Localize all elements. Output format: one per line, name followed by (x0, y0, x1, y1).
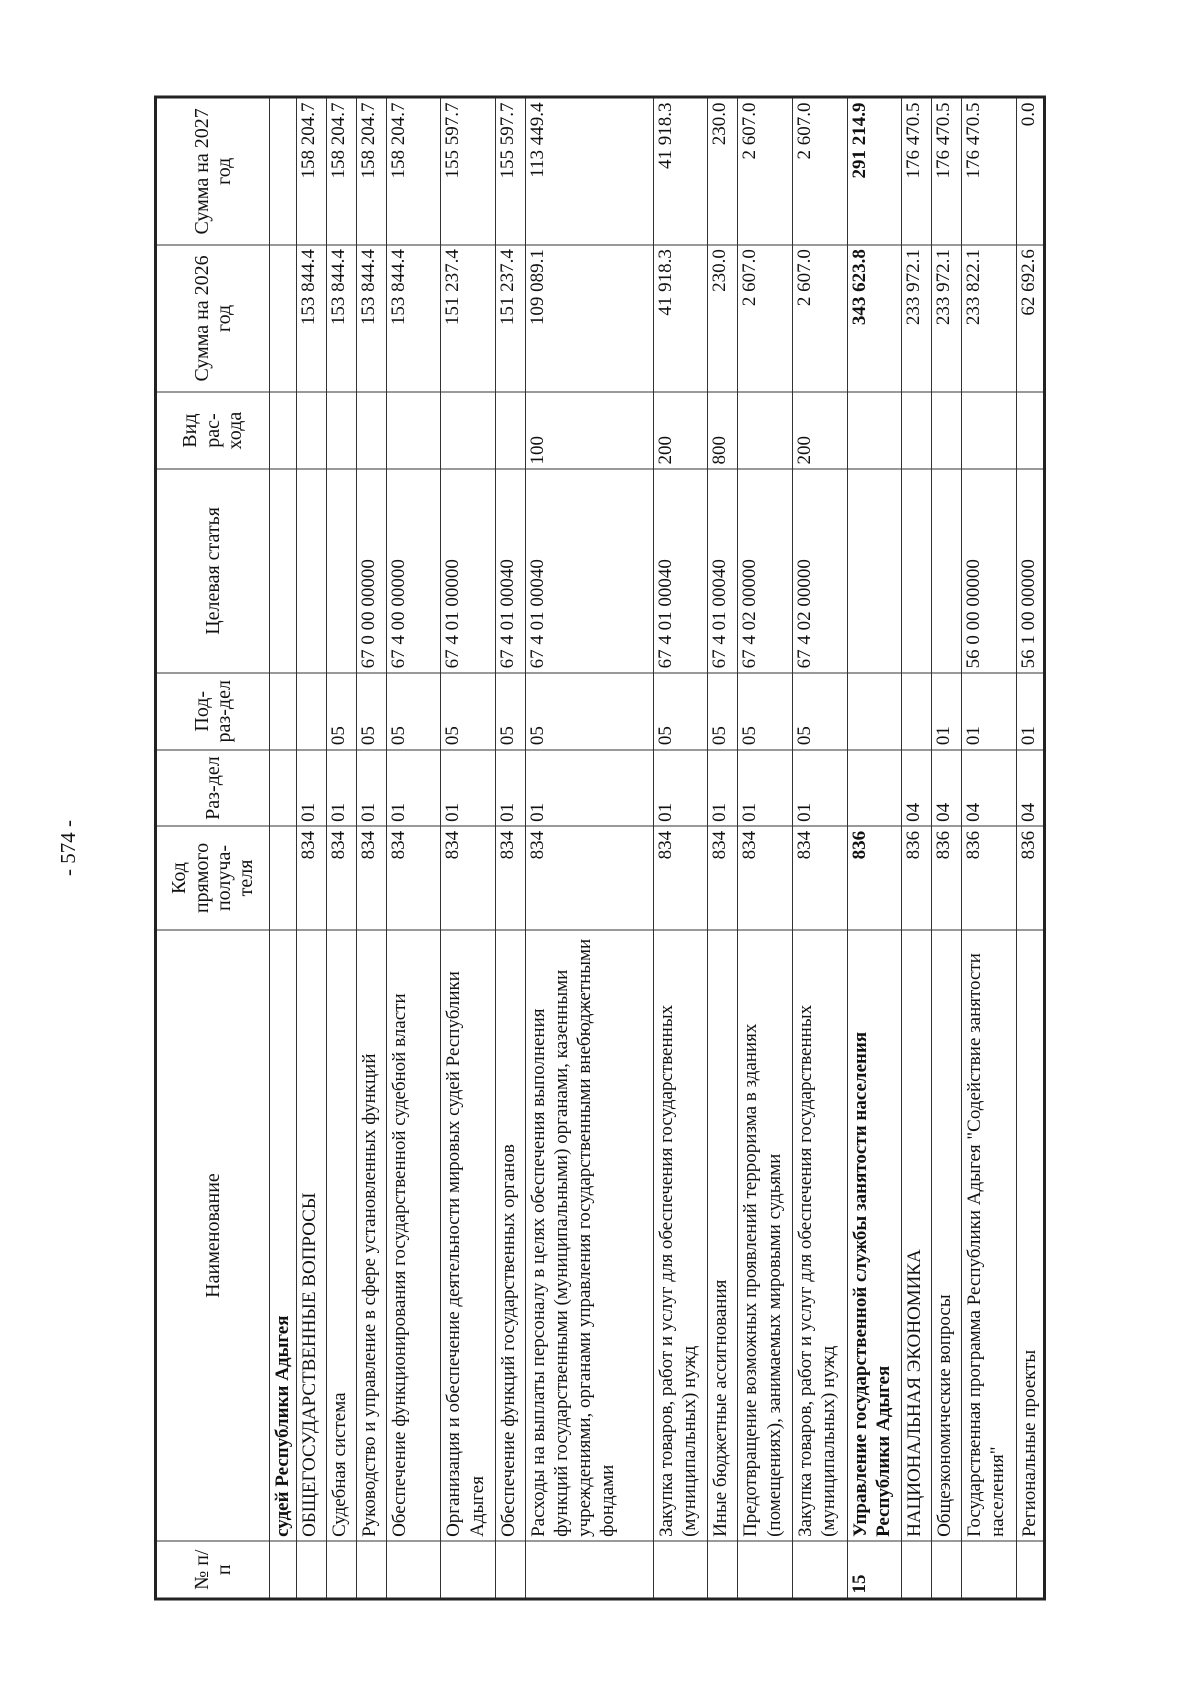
row-target-article (902, 469, 932, 673)
table-row (525, 97, 653, 1599)
row-target-article: 67 4 01 00040 (708, 469, 738, 673)
row-sum-2027 (270, 97, 297, 245)
row-section: 01 (525, 750, 653, 827)
row-sum-2027: 158 204.7 (296, 97, 326, 245)
row-target-article: 67 4 02 00000 (793, 469, 848, 673)
row-subsection: 05 (708, 673, 738, 750)
row-expense-type (738, 392, 793, 469)
row-recipient-code: 836 (847, 826, 902, 929)
row-target-article (326, 469, 356, 673)
row-expense-type: 200 (793, 392, 848, 469)
row-subsection: 05 (496, 673, 526, 750)
row-section: 01 (708, 750, 738, 827)
table-row (356, 97, 386, 1599)
row-target-article: 56 0 00 00000 (962, 469, 1017, 673)
row-sum-2027: 41 918.3 (653, 97, 708, 245)
row-name: Государственная программа Республики Адыгея "Содействие занятости населения" (962, 930, 1017, 1542)
row-name: Закупка товаров, работ и услуг для обеспечения государственных (муниципальных) нужд (653, 930, 708, 1542)
table-row (902, 97, 932, 1599)
row-sum-2026: 41 918.3 (653, 245, 708, 393)
row-sum-2026: 153 844.4 (296, 245, 326, 393)
header-name: Наименование (156, 930, 270, 1542)
row-section: 01 (738, 750, 793, 827)
row-sum-2027: 176 470.5 (902, 97, 932, 245)
row-section: 01 (326, 750, 356, 827)
row-subsection: 05 (653, 673, 708, 750)
row-sum-2027: 176 470.5 (962, 97, 1017, 245)
row-subsection: 01 (932, 673, 962, 750)
row-num (962, 1541, 1017, 1599)
table-row (270, 97, 297, 1599)
row-recipient-code: 834 (738, 826, 793, 929)
row-num (525, 1541, 653, 1599)
row-recipient-code: 834 (326, 826, 356, 929)
row-section: 01 (386, 750, 441, 827)
row-sum-2026: 2 607.0 (738, 245, 793, 393)
row-section: 01 (496, 750, 526, 827)
header-sum-2027: Сумма на 2027 год (156, 97, 270, 245)
row-sum-2026: 2 607.0 (793, 245, 848, 393)
row-sum-2027: 291 214.9 (847, 97, 902, 245)
row-sum-2026: 343 623.8 (847, 245, 902, 393)
table-row (847, 97, 902, 1599)
row-sum-2027: 113 449.4 (525, 97, 653, 245)
row-target-article: 56 1 00 00000 (1016, 469, 1044, 673)
table-row (326, 97, 356, 1599)
header-expense-type: Вид рас-хода (156, 392, 270, 469)
row-expense-type (326, 392, 356, 469)
row-recipient-code: 834 (496, 826, 526, 929)
row-subsection (902, 673, 932, 750)
row-num (356, 1541, 386, 1599)
table-row (1016, 97, 1044, 1599)
row-num (1016, 1541, 1044, 1599)
row-sum-2027: 158 204.7 (356, 97, 386, 245)
row-subsection: 05 (326, 673, 356, 750)
row-subsection (847, 673, 902, 750)
row-sum-2027: 155 597.7 (441, 97, 496, 245)
row-target-article: 67 4 00 00000 (386, 469, 441, 673)
row-expense-type (270, 392, 297, 469)
table-row (653, 97, 708, 1599)
row-target-article: 67 4 01 00000 (441, 469, 496, 673)
row-subsection: 05 (356, 673, 386, 750)
table-body (270, 97, 1045, 1599)
row-target-article: 67 4 01 00040 (653, 469, 708, 673)
row-section (270, 750, 297, 827)
row-name: Иные бюджетные ассигнования (708, 930, 738, 1542)
row-target-article (296, 469, 326, 673)
row-name: Предотвращение возможных проявлений терроризма в зданиях (помещениях), занимаемых мировыми судьями (738, 930, 793, 1542)
row-subsection: 05 (738, 673, 793, 750)
row-name: Региональные проекты (1016, 930, 1044, 1542)
row-section: 04 (902, 750, 932, 827)
table-row (962, 97, 1017, 1599)
row-section (847, 750, 902, 827)
page-number: - 574 - (56, 820, 80, 876)
row-name: Обеспечение функционирования государственной судебной власти (386, 930, 441, 1542)
row-subsection: 05 (386, 673, 441, 750)
header-num: № п/п (156, 1541, 270, 1599)
row-section: 04 (1016, 750, 1044, 827)
budget-table (154, 96, 1046, 1601)
header-section: Раз-дел (156, 750, 270, 827)
row-target-article: 67 4 02 00000 (738, 469, 793, 673)
row-sum-2026: 109 089.1 (525, 245, 653, 393)
row-sum-2026: 230.0 (708, 245, 738, 393)
rotated-table-container (154, 96, 1046, 1601)
row-num (296, 1541, 326, 1599)
row-expense-type (441, 392, 496, 469)
row-expense-type (847, 392, 902, 469)
row-expense-type (386, 392, 441, 469)
row-section: 01 (441, 750, 496, 827)
row-name: Обеспечение функций государственных органов (496, 930, 526, 1542)
row-recipient-code: 834 (525, 826, 653, 929)
row-expense-type (296, 392, 326, 469)
row-section: 04 (932, 750, 962, 827)
row-name: Расходы на выплаты персоналу в целях обеспечения выполнения функций государственными (муниципальными) органами, казенными учреждениями, органами управления государственными внебюджетными фондами (525, 930, 653, 1542)
row-sum-2027: 158 204.7 (386, 97, 441, 245)
row-sum-2027: 158 204.7 (326, 97, 356, 245)
row-recipient-code (270, 826, 297, 929)
row-num (902, 1541, 932, 1599)
row-num: 15 (847, 1541, 902, 1599)
row-expense-type (496, 392, 526, 469)
row-expense-type (902, 392, 932, 469)
row-num (326, 1541, 356, 1599)
row-sum-2026: 62 692.6 (1016, 245, 1044, 393)
row-name: Руководство и управление в сфере установленных функций (356, 930, 386, 1542)
row-recipient-code: 834 (386, 826, 441, 929)
row-sum-2026: 153 844.4 (356, 245, 386, 393)
row-section: 04 (962, 750, 1017, 827)
row-recipient-code: 834 (356, 826, 386, 929)
row-num (738, 1541, 793, 1599)
row-sum-2026: 233 822.1 (962, 245, 1017, 393)
table-row (793, 97, 848, 1599)
row-num (496, 1541, 526, 1599)
row-subsection: 05 (525, 673, 653, 750)
row-target-article: 67 4 01 00040 (525, 469, 653, 673)
row-subsection (270, 673, 297, 750)
row-sum-2026 (270, 245, 297, 393)
row-name: Управление государственной службы занятости населения Республики Адыгея (847, 930, 902, 1542)
header-subsection: Под-раз-дел (156, 673, 270, 750)
row-recipient-code: 834 (708, 826, 738, 929)
row-subsection (296, 673, 326, 750)
row-num (793, 1541, 848, 1599)
row-sum-2027: 230.0 (708, 97, 738, 245)
header-sum-2026: Сумма на 2026 год (156, 245, 270, 393)
row-recipient-code: 834 (296, 826, 326, 929)
row-recipient-code: 836 (1016, 826, 1044, 929)
header-recipient-code: Код прямого получа-теля (156, 826, 270, 929)
row-num (708, 1541, 738, 1599)
row-sum-2026: 151 237.4 (496, 245, 526, 393)
row-section: 01 (296, 750, 326, 827)
row-num (386, 1541, 441, 1599)
row-target-article (270, 469, 297, 673)
row-num (653, 1541, 708, 1599)
row-subsection: 01 (1016, 673, 1044, 750)
row-name: Судебная система (326, 930, 356, 1542)
row-expense-type: 100 (525, 392, 653, 469)
row-expense-type (1016, 392, 1044, 469)
row-subsection: 05 (441, 673, 496, 750)
row-sum-2027: 176 470.5 (932, 97, 962, 245)
row-name: Организация и обеспечение деятельности мировых судей Республики Адыгея (441, 930, 496, 1542)
row-subsection: 05 (793, 673, 848, 750)
row-sum-2027: 2 607.0 (793, 97, 848, 245)
table-row (932, 97, 962, 1599)
row-name: Общеэкономические вопросы (932, 930, 962, 1542)
row-num (441, 1541, 496, 1599)
row-sum-2026: 153 844.4 (326, 245, 356, 393)
row-name: ОБЩЕГОСУДАРСТВЕННЫЕ ВОПРОСЫ (296, 930, 326, 1542)
row-target-article: 67 0 00 00000 (356, 469, 386, 673)
row-sum-2027: 0.0 (1016, 97, 1044, 245)
table-row (386, 97, 441, 1599)
row-target-article (932, 469, 962, 673)
row-expense-type (962, 392, 1017, 469)
row-section: 01 (356, 750, 386, 827)
row-recipient-code: 836 (962, 826, 1017, 929)
table-row (738, 97, 793, 1599)
row-recipient-code: 834 (653, 826, 708, 929)
row-target-article: 67 4 01 00040 (496, 469, 526, 673)
row-sum-2026: 151 237.4 (441, 245, 496, 393)
table-row (708, 97, 738, 1599)
header-target-article: Целевая статья (156, 469, 270, 673)
row-recipient-code: 836 (902, 826, 932, 929)
row-sum-2027: 155 597.7 (496, 97, 526, 245)
row-sum-2026: 233 972.1 (932, 245, 962, 393)
row-sum-2026: 233 972.1 (902, 245, 932, 393)
row-name: Закупка товаров, работ и услуг для обеспечения государственных (муниципальных) нужд (793, 930, 848, 1542)
row-expense-type: 200 (653, 392, 708, 469)
row-recipient-code: 834 (441, 826, 496, 929)
row-num (270, 1541, 297, 1599)
row-section: 01 (653, 750, 708, 827)
row-subsection: 01 (962, 673, 1017, 750)
table-header-row (156, 97, 270, 1599)
row-num (932, 1541, 962, 1599)
table-row (296, 97, 326, 1599)
row-section: 01 (793, 750, 848, 827)
row-name: НАЦИОНАЛЬНАЯ ЭКОНОМИКА (902, 930, 932, 1542)
table-row (441, 97, 496, 1599)
row-expense-type (932, 392, 962, 469)
row-expense-type (356, 392, 386, 469)
row-target-article (847, 469, 902, 673)
row-sum-2027: 2 607.0 (738, 97, 793, 245)
table-row (496, 97, 526, 1599)
row-expense-type: 800 (708, 392, 738, 469)
row-recipient-code: 834 (793, 826, 848, 929)
row-sum-2026: 153 844.4 (386, 245, 441, 393)
row-recipient-code: 836 (932, 826, 962, 929)
row-name: судей Республики Адыгея (270, 930, 297, 1542)
